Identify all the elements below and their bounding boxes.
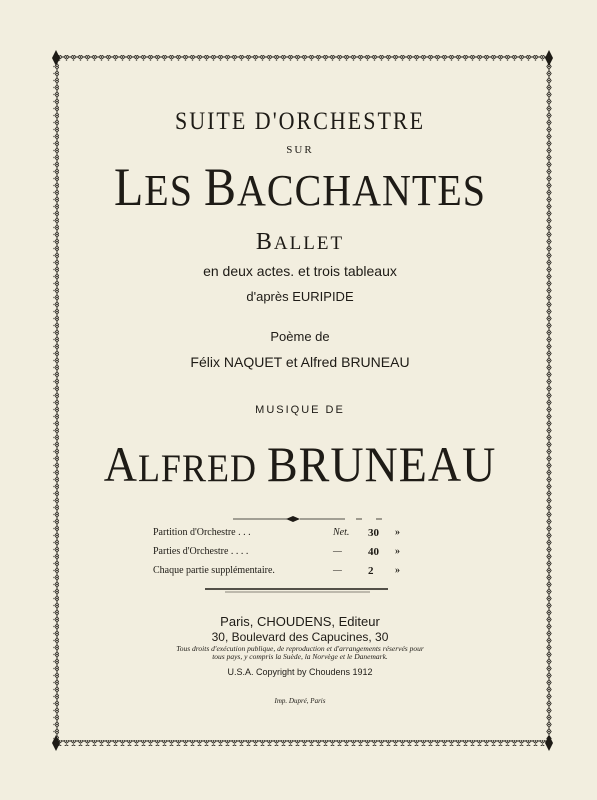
publisher-name: Paris, CHOUDENS, Editeur xyxy=(220,614,380,629)
poem-authors: Félix NAQUET et Alfred BRUNEAU xyxy=(190,354,410,370)
main-title-initial-b: B xyxy=(203,157,237,218)
price-item-unit: » xyxy=(395,546,400,557)
price-item-name: Partition d'Orchestre . . . xyxy=(153,527,251,538)
acts-subtitle: en deux actes. et trois tableaux xyxy=(203,263,397,279)
main-title-initial-l: L xyxy=(113,157,145,218)
price-item-name: Chaque partie supplémentaire. xyxy=(153,565,275,576)
price-item-tag: Net. xyxy=(333,527,350,538)
music-label: MUSIQUE DE xyxy=(255,404,345,416)
composer-first-rest: LFRED xyxy=(137,446,267,490)
rights-notice-line1: Tous droits d'exécution publique, de reproduction et d'arrangements réservés pour xyxy=(176,644,424,653)
price-row xyxy=(153,565,433,584)
ballet-initial: B xyxy=(255,229,274,255)
printer-credit: Imp. Dupré, Paris xyxy=(274,697,326,705)
after-euripide: d'après EURIPIDE xyxy=(246,289,354,304)
sur-label: SUR xyxy=(286,144,314,156)
composer-initial: A xyxy=(103,436,138,493)
price-item-unit: » xyxy=(395,527,400,538)
price-item-tag: — xyxy=(333,565,342,576)
price-item-amount: 2 xyxy=(368,565,374,577)
publisher-address: 30, Boulevard des Capucines, 30 xyxy=(211,630,389,644)
rights-notice-line2: tous pays, y compris la Suède, la Norvège et le Danemark. xyxy=(212,652,388,661)
poem-label: Poème de xyxy=(270,329,330,344)
price-item-amount: 30 xyxy=(368,527,379,539)
price-row xyxy=(153,546,433,565)
price-item-amount: 40 xyxy=(368,546,379,558)
price-item-name: Parties d'Orchestre . . . . xyxy=(153,546,249,557)
price-row xyxy=(153,527,433,546)
main-title-acchantes: ACCHANTES xyxy=(237,164,487,215)
main-title-es: ES xyxy=(144,164,204,215)
ballet-rest: ALLET xyxy=(273,233,345,254)
suite-title: SUITE D'ORCHESTRE xyxy=(174,106,426,135)
price-item-unit: » xyxy=(395,565,400,576)
composer-last: BRUNEAU xyxy=(266,436,497,493)
copyright-notice: U.S.A. Copyright by Choudens 1912 xyxy=(227,667,373,677)
price-item-tag: — xyxy=(333,546,342,557)
price-list xyxy=(153,527,433,584)
